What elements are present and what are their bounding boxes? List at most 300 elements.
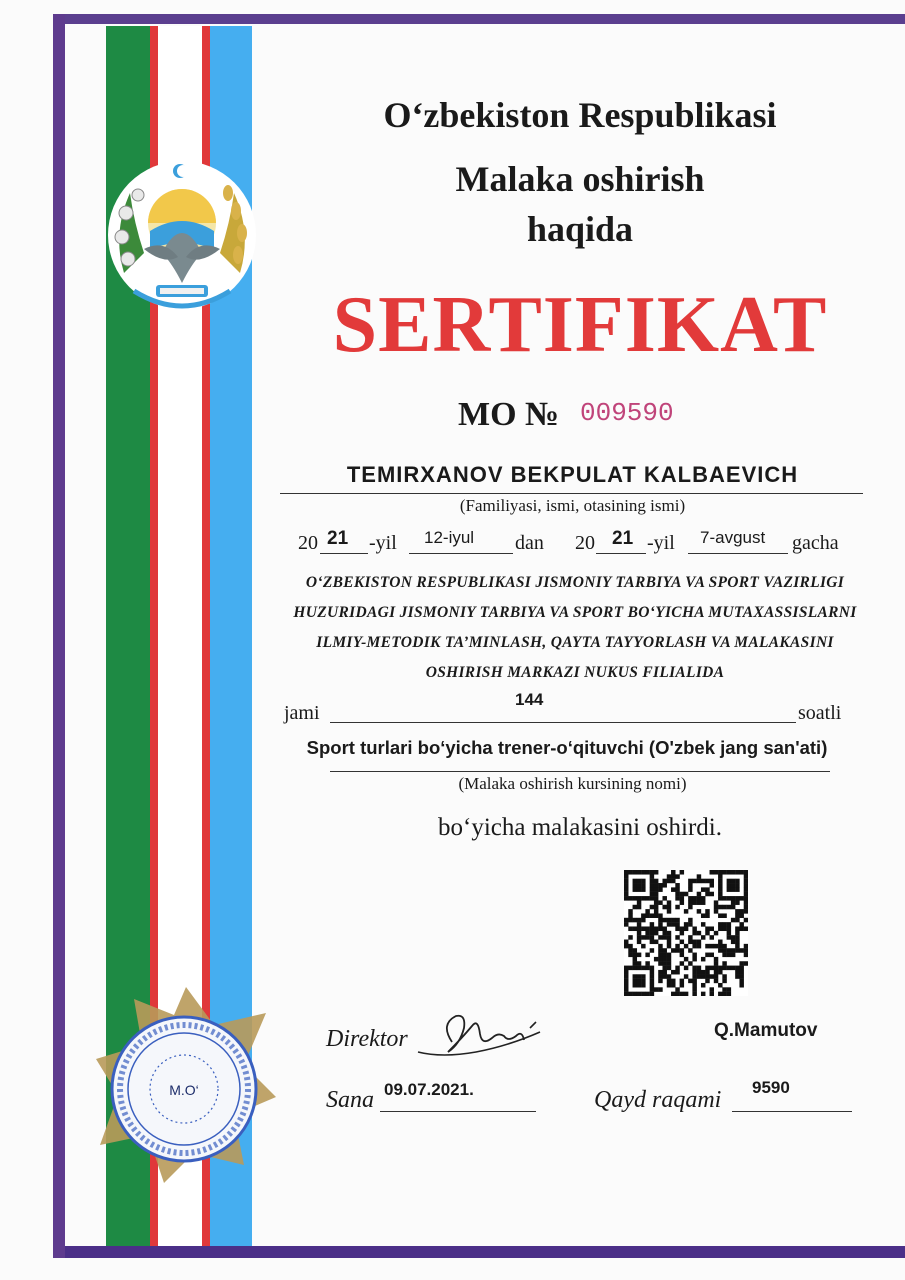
qr-module [633, 979, 637, 984]
qr-module [684, 922, 688, 927]
qr-module [624, 883, 628, 888]
qr-module [637, 883, 641, 888]
qr-module [650, 970, 654, 975]
qr-module [739, 922, 743, 927]
qr-module [701, 974, 705, 979]
qr-module [628, 918, 632, 923]
qr-module [722, 905, 726, 910]
qr-module [680, 983, 684, 988]
qr-module [731, 966, 735, 971]
qr-module [667, 974, 671, 979]
qr-module [701, 913, 705, 918]
qr-module [684, 966, 688, 971]
qr-module [701, 983, 705, 988]
qr-module [735, 896, 739, 901]
heading-subject: Malaka oshirish [455, 159, 705, 199]
qr-module [633, 896, 637, 901]
qr-module [645, 966, 649, 971]
qr-module [645, 931, 649, 936]
qr-module [731, 935, 735, 940]
qr-module [722, 961, 726, 966]
qr-module [641, 944, 645, 949]
qr-module [739, 974, 743, 979]
qr-module [680, 948, 684, 953]
qr-module [731, 953, 735, 958]
qr-module [654, 940, 658, 945]
qr-module [688, 896, 692, 901]
qr-module [637, 900, 641, 905]
qr-module [718, 892, 722, 897]
qr-module [722, 913, 726, 918]
qr-module [722, 974, 726, 979]
qr-module [637, 974, 641, 979]
qr-module [645, 935, 649, 940]
qr-module [739, 983, 743, 988]
qr-module [718, 992, 722, 996]
start-century: 20 [298, 532, 318, 554]
qr-module [650, 948, 654, 953]
qr-module [705, 892, 709, 897]
qr-module [718, 940, 722, 945]
qr-module [637, 918, 641, 923]
qr-module [697, 909, 701, 914]
qr-module [624, 870, 628, 875]
qr-module [714, 909, 718, 914]
qr-module [624, 892, 628, 897]
qr-module [710, 974, 714, 979]
qr-module [735, 940, 739, 945]
start-date-underline [409, 553, 513, 554]
qr-module [637, 905, 641, 910]
qr-module [697, 974, 701, 979]
qr-module [637, 879, 641, 884]
qr-module [705, 913, 709, 918]
qr-module [633, 870, 637, 875]
heading-country: O‘zbekiston Respublikasi [383, 95, 777, 135]
end-date: 7-avgust [700, 528, 766, 547]
qr-module [675, 922, 679, 927]
qr-module [645, 913, 649, 918]
qr-module [633, 905, 637, 910]
qr-module [735, 909, 739, 914]
qr-module [692, 983, 696, 988]
qr-module [744, 905, 748, 910]
qr-module [650, 940, 654, 945]
qr-module [654, 909, 658, 914]
qr-module [667, 874, 671, 879]
qr-module [650, 987, 654, 992]
qr-module [645, 896, 649, 901]
qr-module [624, 922, 628, 927]
qr-module [718, 883, 722, 888]
qr-module [637, 931, 641, 936]
qr-module [624, 879, 628, 884]
qr-module [645, 909, 649, 914]
completion-text: bo‘yicha malakasini oshirdi. [438, 814, 722, 841]
qr-module [628, 896, 632, 901]
qr-module [680, 979, 684, 984]
qr-module [675, 883, 679, 888]
qr-module [667, 879, 671, 884]
qr-module [692, 944, 696, 949]
qr-module [641, 918, 645, 923]
qr-module [675, 948, 679, 953]
qr-module [650, 966, 654, 971]
qr-module [675, 887, 679, 892]
start-year-underline [320, 553, 368, 554]
qr-module [662, 905, 666, 910]
qr-module [735, 918, 739, 923]
qr-module [688, 922, 692, 927]
qr-module [658, 979, 662, 984]
qr-module [675, 935, 679, 940]
qr-module [692, 940, 696, 945]
qr-module [628, 966, 632, 971]
qr-module [650, 913, 654, 918]
qr-module [710, 992, 714, 996]
qr-module [739, 970, 743, 975]
qr-module [637, 983, 641, 988]
qr-module [735, 870, 739, 875]
registry-number: 9590 [752, 1078, 790, 1097]
qr-module [744, 961, 748, 966]
qr-module [624, 966, 628, 971]
qr-module [722, 922, 726, 927]
qr-module [714, 900, 718, 905]
qr-module [739, 909, 743, 914]
qr-module [628, 948, 632, 953]
qr-module [718, 870, 722, 875]
qr-module [658, 935, 662, 940]
qr-module [675, 896, 679, 901]
qr-module [701, 896, 705, 901]
qr-module [727, 887, 731, 892]
qr-module [624, 887, 628, 892]
qr-module [667, 931, 671, 936]
qr-module [688, 900, 692, 905]
serial-number: 009590 [580, 398, 674, 428]
qr-module [680, 900, 684, 905]
qr-module [628, 953, 632, 958]
certificate-title: SERTIFIKAT [332, 281, 828, 369]
qr-module [680, 892, 684, 897]
qr-module [628, 913, 632, 918]
qr-module [667, 935, 671, 940]
qr-module [633, 966, 637, 971]
qr-module [675, 987, 679, 992]
qr-module [714, 966, 718, 971]
qr-module [722, 944, 726, 949]
qr-module [675, 970, 679, 975]
qr-module [658, 970, 662, 975]
qr-module [662, 953, 666, 958]
gacha-label: gacha [792, 532, 839, 554]
qr-module [727, 953, 731, 958]
qr-module [684, 892, 688, 897]
qr-module [637, 992, 641, 996]
qr-module [718, 922, 722, 927]
qr-module [705, 966, 709, 971]
qr-module [735, 948, 739, 953]
qr-module [654, 892, 658, 897]
frame-top-border [55, 14, 905, 24]
qr-module [688, 905, 692, 910]
qr-module [684, 957, 688, 962]
qr-module [650, 974, 654, 979]
qr-module [662, 957, 666, 962]
qr-module [722, 896, 726, 901]
qr-module [654, 887, 658, 892]
qr-module [739, 966, 743, 971]
qr-module [654, 896, 658, 901]
qr-module [671, 918, 675, 923]
qr-module [624, 940, 628, 945]
qr-module [654, 926, 658, 931]
qr-module [684, 992, 688, 996]
qr-module [705, 879, 709, 884]
hours-value: 144 [515, 690, 544, 709]
qr-module [650, 883, 654, 888]
qr-module [624, 970, 628, 975]
qr-module [714, 870, 718, 875]
qr-module [654, 870, 658, 875]
qr-module [645, 961, 649, 966]
qr-module [705, 926, 709, 931]
qr-module [650, 879, 654, 884]
qr-module [680, 931, 684, 936]
qr-module [680, 992, 684, 996]
qr-module [722, 992, 726, 996]
qr-module [718, 874, 722, 879]
qr-module [710, 953, 714, 958]
qr-module [705, 944, 709, 949]
qr-module [633, 883, 637, 888]
qr-module [727, 992, 731, 996]
qr-module [705, 909, 709, 914]
qr-module [624, 944, 628, 949]
qr-module [684, 974, 688, 979]
qr-module [714, 931, 718, 936]
qr-module [744, 883, 748, 888]
start-date: 12-iyul [424, 528, 475, 547]
qr-module [714, 957, 718, 962]
qr-module [697, 896, 701, 901]
qr-module [735, 913, 739, 918]
qr-module [680, 870, 684, 875]
qr-module [692, 931, 696, 936]
qr-module [722, 979, 726, 984]
qr-module [718, 944, 722, 949]
qr-module [667, 961, 671, 966]
qr-module [654, 883, 658, 888]
qr-module [654, 987, 658, 992]
qr-module [697, 879, 701, 884]
qr-module [744, 948, 748, 953]
qr-module [692, 970, 696, 975]
qr-module [684, 926, 688, 931]
qr-module [688, 979, 692, 984]
qr-module [667, 953, 671, 958]
qr-module [727, 987, 731, 992]
qr-module [641, 896, 645, 901]
qr-module [727, 905, 731, 910]
qr-module [744, 918, 748, 923]
qr-module [727, 879, 731, 884]
qr-module [727, 896, 731, 901]
qr-module [641, 974, 645, 979]
institution-line: OSHIRISH MARKAZI NUKUS FILIALIDA [425, 664, 725, 681]
qr-module [641, 979, 645, 984]
qr-module [641, 879, 645, 884]
qr-module [692, 992, 696, 996]
qr-module [667, 944, 671, 949]
qr-module [641, 926, 645, 931]
hours-prefix: jami [284, 702, 320, 724]
hours-suffix: soatli [798, 702, 842, 724]
qr-module [628, 944, 632, 949]
qr-module [624, 918, 628, 923]
qr-module [633, 887, 637, 892]
qr-module [744, 879, 748, 884]
qr-code [624, 870, 748, 996]
qr-module [739, 926, 743, 931]
registry-label: Qayd raqami [594, 1087, 722, 1113]
qr-module [641, 966, 645, 971]
qr-module [662, 935, 666, 940]
qr-module [701, 935, 705, 940]
director-label: Direktor [326, 1026, 408, 1052]
qr-module [624, 979, 628, 984]
qr-module [727, 931, 731, 936]
qr-module [718, 948, 722, 953]
qr-module [671, 979, 675, 984]
qr-module [637, 870, 641, 875]
qr-module [628, 926, 632, 931]
qr-module [624, 874, 628, 879]
qr-module [650, 979, 654, 984]
qr-module [735, 883, 739, 888]
qr-module [641, 883, 645, 888]
qr-module [667, 979, 671, 984]
state-emblem-icon [104, 153, 260, 313]
qr-module [731, 870, 735, 875]
qr-module [714, 970, 718, 975]
qr-module [731, 887, 735, 892]
qr-module [650, 892, 654, 897]
qr-module [645, 953, 649, 958]
qr-module [705, 974, 709, 979]
qr-module [714, 961, 718, 966]
qr-module [692, 926, 696, 931]
qr-module [667, 940, 671, 945]
qr-module [731, 905, 735, 910]
qr-module [688, 935, 692, 940]
qr-module [739, 948, 743, 953]
qr-module [650, 992, 654, 996]
qr-module [688, 887, 692, 892]
qr-module [688, 879, 692, 884]
qr-module [628, 992, 632, 996]
qr-module [718, 905, 722, 910]
qr-module [714, 979, 718, 984]
qr-module [658, 974, 662, 979]
qr-module [658, 961, 662, 966]
qr-module [628, 909, 632, 914]
qr-module [650, 905, 654, 910]
qr-module [727, 935, 731, 940]
yil-label-end: -yil [647, 532, 675, 554]
qr-module [650, 922, 654, 927]
qr-module [671, 874, 675, 879]
qr-module [633, 953, 637, 958]
qr-module [658, 987, 662, 992]
qr-module [701, 957, 705, 962]
qr-module [739, 961, 743, 966]
start-year: 21 [327, 528, 349, 549]
qr-module [744, 944, 748, 949]
qr-module [722, 948, 726, 953]
qr-module [633, 879, 637, 884]
qr-module [744, 892, 748, 897]
qr-module [624, 983, 628, 988]
qr-module [671, 870, 675, 875]
qr-module [735, 931, 739, 936]
qr-module [718, 983, 722, 988]
qr-module [633, 974, 637, 979]
qr-module [710, 987, 714, 992]
qr-module [744, 900, 748, 905]
frame-bottom-border [55, 1246, 905, 1258]
qr-module [731, 883, 735, 888]
qr-module [624, 987, 628, 992]
qr-module [744, 887, 748, 892]
qr-module [744, 896, 748, 901]
qr-module [650, 935, 654, 940]
qr-module [658, 913, 662, 918]
qr-module [735, 970, 739, 975]
qr-module [675, 944, 679, 949]
qr-module [692, 987, 696, 992]
qr-module [658, 922, 662, 927]
qr-module [633, 957, 637, 962]
qr-module [714, 944, 718, 949]
qr-module [744, 926, 748, 931]
yil-label: -yil [369, 532, 397, 554]
qr-module [675, 966, 679, 971]
qr-module [662, 970, 666, 975]
qr-module [650, 870, 654, 875]
qr-module [739, 979, 743, 984]
qr-module [705, 979, 709, 984]
qr-module [735, 966, 739, 971]
qr-module [710, 892, 714, 897]
heading-about: haqida [526, 209, 634, 249]
qr-module [701, 900, 705, 905]
qr-module [633, 926, 637, 931]
qr-module [731, 940, 735, 945]
qr-module [684, 944, 688, 949]
qr-module [735, 900, 739, 905]
qr-module [641, 913, 645, 918]
qr-module [637, 953, 641, 958]
qr-module [662, 926, 666, 931]
qr-module [692, 966, 696, 971]
name-caption: (Familiyasi, ismi, otasining ismi) [459, 496, 686, 515]
qr-module [662, 883, 666, 888]
qr-module [671, 983, 675, 988]
qr-module [701, 922, 705, 927]
institution-line: O‘ZBEKISTON RESPUBLIKASI JISMONIY TARBIYA VA SPORT VAZIRLIGI [305, 574, 845, 591]
